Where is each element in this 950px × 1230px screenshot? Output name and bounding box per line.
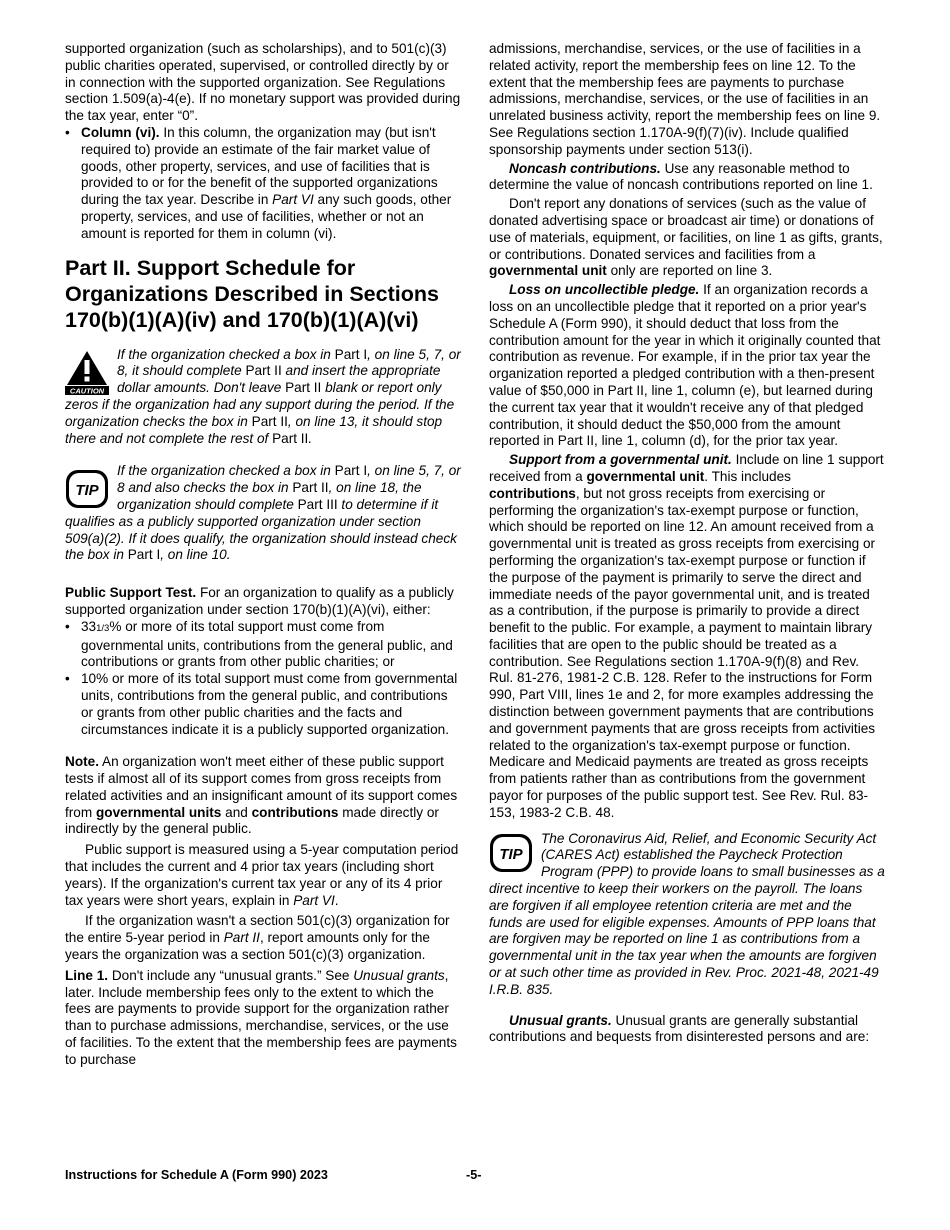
left-column bbox=[65, 41, 463, 1069]
governmental-unit-paragraph: Support from a governmental unit. Include on line 1 support received from a governmental unit. This includes contributions, but not gross receipts from exercising or performing the organization's tax-exempt purpose or function, which should be reported on line 12. An amount received from a governmental unit is treated as gross receipts from exercising or performing the organization's tax-exempt purpose or function if the purpose of the payment is primarily to serve the direct and immediate needs of the payor governmental unit, and is treated as a contribution, if the purpose is primarily to provide a direct benefit to the public. For example, a payment to maintain library facilities that are open to the public should be treated as a contribution. See Regulations section 1.170A-9(f)(8) and Rev. Rul. 81-276, 1981-2 C.B. 128. Refer to the instructions for Form 990, Part VIII, lines 1e and 2, for more examples addressing the distinction between government payments that are contributions and government payments that are gross receipts from activities related to the organization's tax-exempt purpose or function. Medicare and Medicaid payments are treated as gross receipts from patients rather than as contributions from the government payor for purposes of the public support test. See Rev. Rul. 83-153, 1983-2 C.B. 48. bbox=[489, 452, 884, 820]
right-column bbox=[489, 41, 885, 1046]
uncollectible-pledge-paragraph: Loss on uncollectible pledge. If an organization records a loss on an uncollectible pledge that it reported on a prior year's Schedule A (Form 990), it should deduct that loss from the contribution amount for the year in which it originally counted that contribution as revenue. For example, if in the prior tax year the organization reported a pledged contribution with a then-present value of $50,000 in Part II, line 1, column (e), but learned during the current tax year that it wouldn't receive any of that pledged contribution, it should deduct the $50,000 from the amount reported in Part II, line 1, column (d), for the prior tax year. bbox=[489, 282, 881, 449]
membership-fees-paragraph: admissions, merchandise, services, or the use of facilities in a related activity, report the membership fees on line 12. To the extent that the membership fees are payments to purchase admissions, merchandise, services, or the use of facilities in an unrelated business activity, report the membership fees on line 9. See Regulations section 1.170A-9(f)(7)(iv). Include qualified sponsorship payments under section 513(i). bbox=[489, 41, 881, 157]
five-year-paragraph: Public support is measured using a 5-year computation period that includes the current and 4 prior tax years (including short years). If the organization's current tax year or any of its 4 prior tax years were short years, explain in Part VI. bbox=[65, 842, 459, 908]
bullet-ten-percent: • 10% or more of its total support must come from governmental units, contributions from the general public, and contributions or grants from other public charities and the facts and circumstances indicate it is a publicly supported organization. bbox=[65, 671, 458, 737]
svg-text:TIP: TIP bbox=[499, 845, 523, 863]
public-support-test: Public Support Test. For an organization to qualify as a publicly supported organization under section 170(b)(1)(A)(vi), either: bbox=[65, 585, 454, 617]
column-vi-head: Column (vi). bbox=[81, 124, 160, 140]
tip-note: TIP If the organization checked a box in Part I, on line 5, 7, or 8 and also checks the box in Part II, on line 18, the organization should complete Part III to determine if it qualifies as a publicly supported organization under section 509(a)(2). If it does qualify, the organization should instead check the box in Part I, on line 10. bbox=[65, 463, 461, 563]
tip-icon bbox=[489, 833, 533, 873]
line-1-paragraph: Line 1. Don't include any “unusual grants.” See Unusual grants, later. Include membership fees only to the extent to which the fees are payments to provide support for the organization rather than to purchase admissions, merchandise, services, or the use of facilities. To the extent that the membership fees are payments to purchase bbox=[65, 967, 457, 1067]
caution-icon bbox=[65, 349, 109, 395]
tip-note-ppp: TIP The Coronavirus Aid, Relief, and Economic Security Act (CARES Act) established the Paycheck Protection Program (PPP) to provide loans to small businesses as a direct incentive to keep their workers on the payroll. The loans are forgiven if all employee retention criteria are met and the funds are used for eligible expenses. Amounts of PPP loans that are forgiven may be reported on line 1 as contributions from a governmental unit in the tax year when the amounts are forgiven or at such other time as provided in Rev. Proc. 2021-48, 2021-49 I.R.B. 835. bbox=[489, 830, 885, 997]
page-footer bbox=[65, 1168, 885, 1182]
note-paragraph: Note. An organization won't meet either of these public support tests if almost all of its support comes from gross receipts from related activities and an insignificant amount of its support comes from governmental units and contributions made directly or indirectly by the general public. bbox=[65, 754, 458, 837]
not-501c3-paragraph: If the organization wasn't a section 501(c)(3) organization for the entire 5-year period in Part II, report amounts only for the years the organization was a section 501(c)(3) organization. bbox=[65, 913, 450, 963]
bullet-column-vi: • Column (vi). In this column, the organization may (but isn't required to) provide an estimate of the fair market value of goods, other property, services, and use of facilities that is provided to or for the benefit of the supported organizations during the tax year. Describe in Part VI any such goods, other property, services, and use of facilities, whether or not an amount is reported for them in column (vi). bbox=[65, 124, 452, 241]
noncash-paragraph: Noncash contributions. Use any reasonable method to determine the value of noncash contributions reported on line 1. bbox=[489, 160, 873, 193]
page-number: -5- bbox=[466, 1168, 482, 1182]
paragraph-supported-org: supported organization (such as scholarships), and to 501(c)(3) public charities operated, supervised, or controlled directly by or in connection with the supported organization. See Regulations section 1.509(a)-4(e). If no monetary support was provided during the tax year, enter “0”. bbox=[65, 41, 461, 124]
bullet-icon: • bbox=[65, 618, 70, 634]
svg-text:CAUTION: CAUTION bbox=[69, 386, 105, 395]
unusual-grants-paragraph: Unusual grants. Unusual grants are generally substantial contributions and bequests from disinterested persons and are: bbox=[489, 1012, 870, 1045]
bullet-icon: • bbox=[65, 124, 70, 140]
donated-services-paragraph: Don't report any donations of services (such as the value of donated advertising space or broadcast air time) or donations of use of materials, equipment, or facilities, on line 1 as gifts, grants, or contributions. Donated services and facilities from a governmental unit only are reported on line 3. bbox=[489, 196, 883, 279]
caution-note: CAUTION If the organization checked a box in Part I, on line 5, 7, or 8, it should complete Part II and insert the appropriate dollar amounts. Don't leave Part II blank or report only zeros if the organization had any support during the period. If the organization checks the box in Part II, on line 13, it should stop there and not complete the rest of Part II. bbox=[65, 346, 461, 446]
svg-text:TIP: TIP bbox=[75, 482, 99, 500]
footer-title: Instructions for Schedule A (Form 990) 2023 bbox=[65, 1168, 328, 1182]
bullet-one-third: • 331/3% or more of its total support must come from governmental units, contributions from the general public, and contributions or grants from other public charities; or bbox=[65, 618, 453, 670]
tip-icon bbox=[65, 469, 109, 509]
part-ii-heading: Part II. Support Schedule for Organizations Described in Sections 170(b)(1)(A)(iv) and 170(b)(1)(A)(vi) bbox=[65, 255, 439, 332]
bullet-icon: • bbox=[65, 671, 70, 687]
